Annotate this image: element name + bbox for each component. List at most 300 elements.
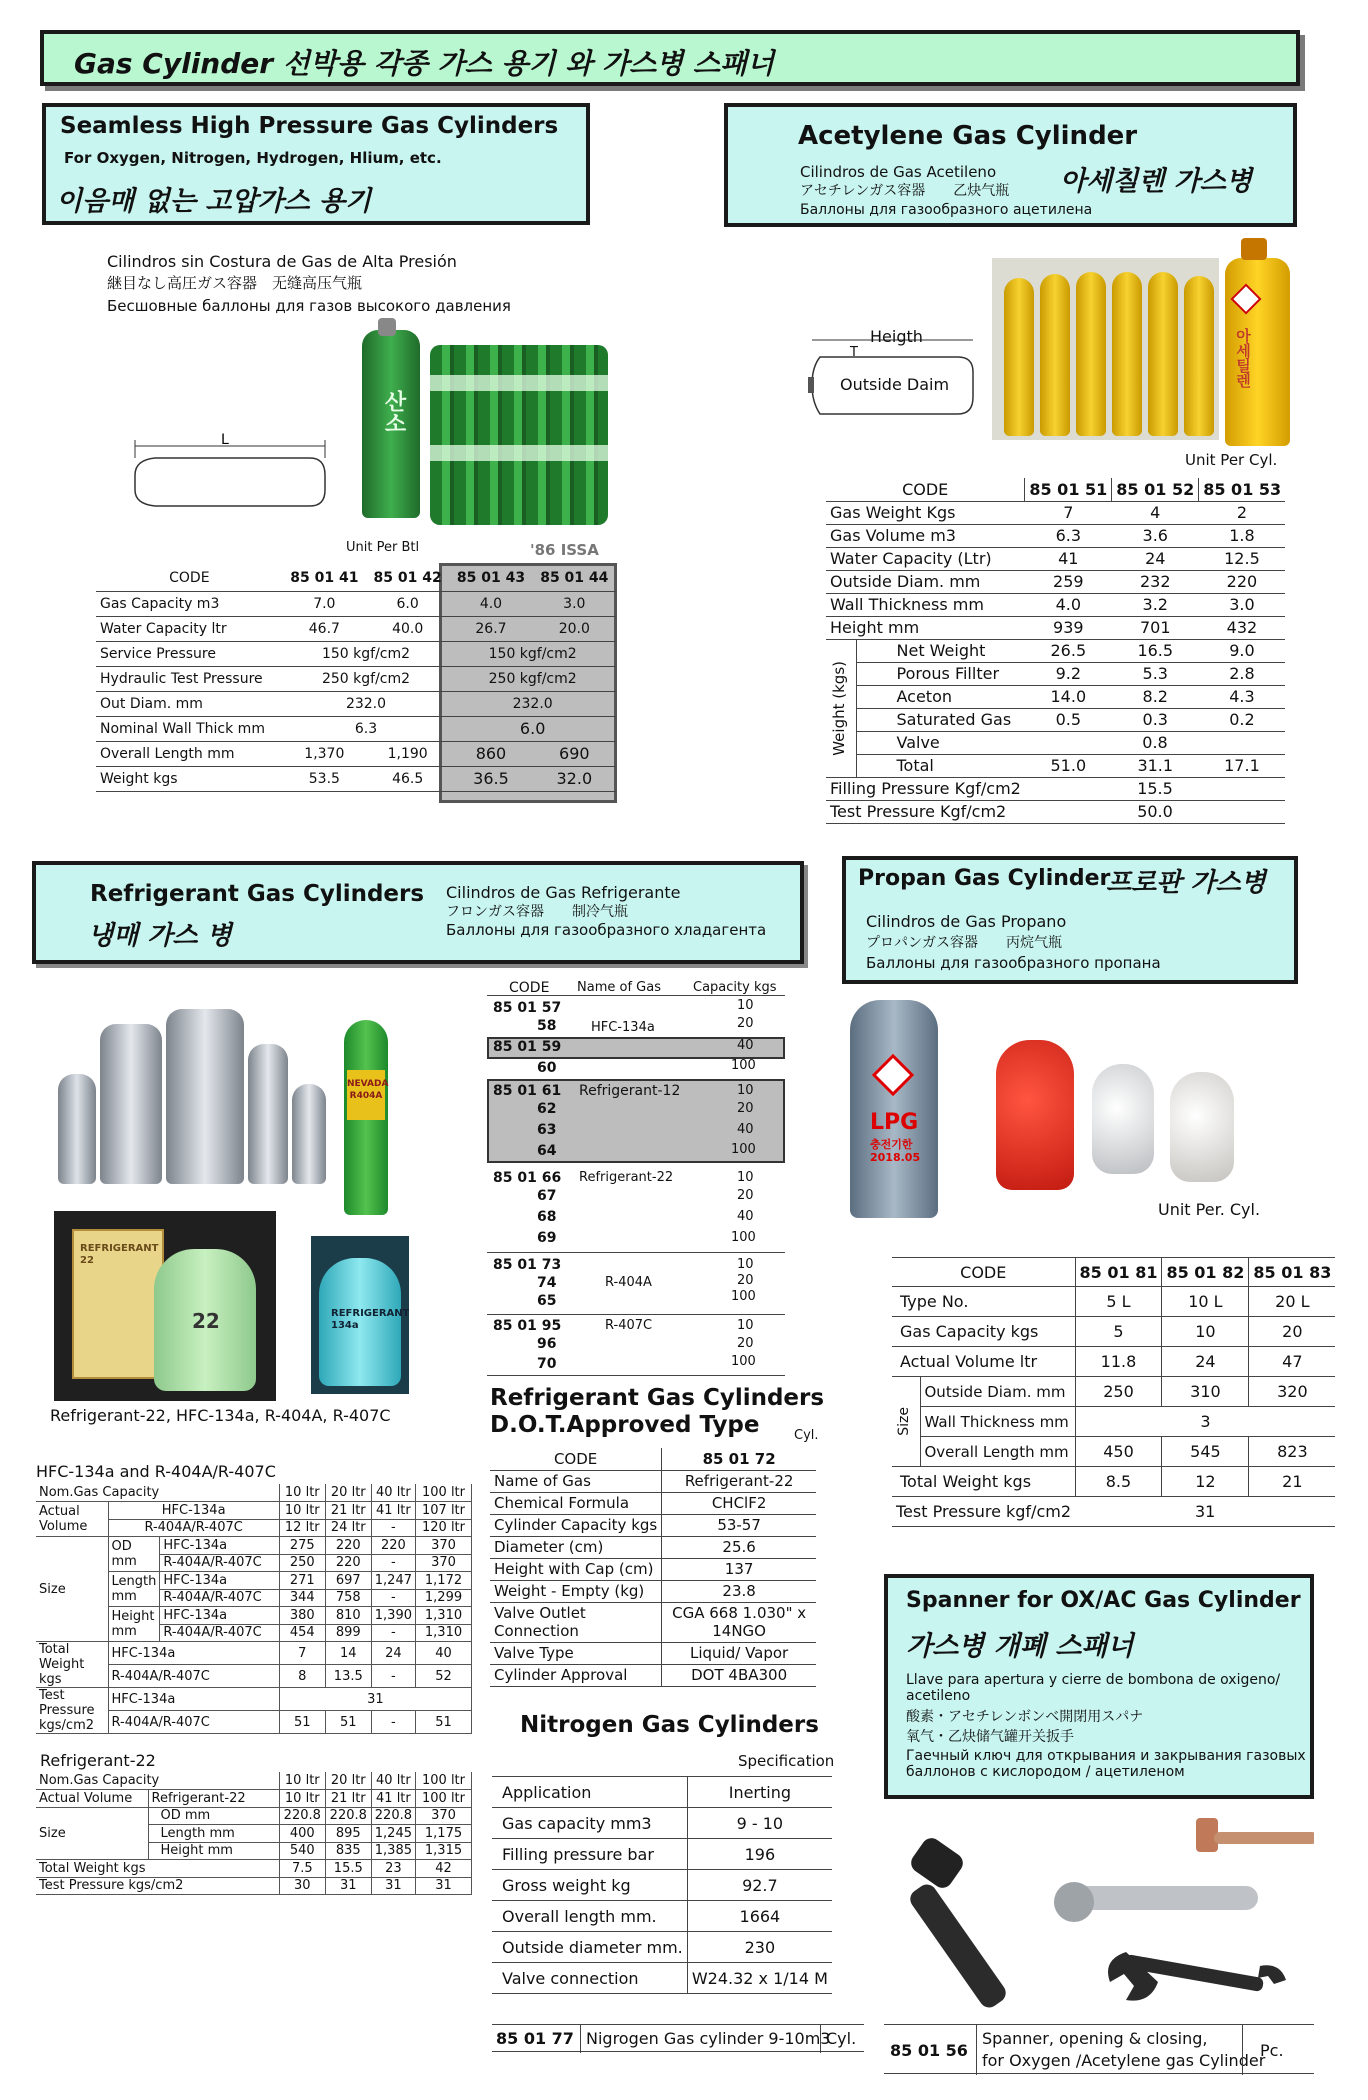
cell: HFC-134a — [108, 1688, 279, 1711]
seamless-subtitle: For Oxygen, Nitrogen, Hydrogen, Hlium, etc. — [64, 149, 442, 167]
table-row — [96, 716, 616, 741]
cap-cell: 100 — [731, 1230, 756, 1245]
cell: 31 — [279, 1688, 471, 1711]
acetylene-title: Acetylene Gas Cylinder — [798, 121, 1138, 151]
cell: 53-57 — [662, 1514, 816, 1536]
nitrogen-table — [492, 1776, 832, 1994]
cell: 52 — [416, 1665, 472, 1688]
cell: 15.5 — [1025, 777, 1285, 800]
spanner-title-panel — [884, 1574, 1314, 1799]
propan-ru: Баллоны для газообразного пропана — [866, 954, 1161, 972]
cell: Refrigerant-22 — [662, 1470, 816, 1492]
seamless-title: Seamless High Pressure Gas Cylinders — [60, 113, 559, 139]
table-row — [490, 1536, 816, 1558]
refrigerant-title-panel — [32, 861, 804, 964]
cell: 196 — [687, 1839, 832, 1870]
cell: 30 — [279, 1877, 325, 1895]
cell: HFC-134a — [160, 1572, 279, 1590]
lpg-cylinder — [850, 1000, 938, 1218]
cell: 454 — [279, 1624, 325, 1642]
cap-cell: 100 — [731, 1058, 756, 1073]
row-label: Valve connection — [492, 1963, 687, 1994]
refrigerant-ru: Баллоны для газообразного хладагента — [446, 921, 767, 939]
acetylene-weight-label: Weight (kgs) — [830, 660, 848, 756]
table-row — [490, 1642, 816, 1664]
cell: 275 — [279, 1537, 325, 1555]
page-title: Gas Cylinder 선박용 각종 가스 용기 와 가스병 스패너 — [74, 47, 775, 80]
acetylene-table — [826, 478, 1285, 824]
table-row — [96, 741, 616, 766]
nitrogen-unit: Cyl. — [826, 2029, 857, 2048]
code-cell: 85 01 61 — [493, 1083, 562, 1099]
header-cell: 20 ltr — [325, 1772, 371, 1790]
silver-cylinder — [166, 1009, 244, 1184]
refrigerant-code-table — [487, 978, 785, 1328]
cell: 24 — [1162, 1347, 1249, 1377]
row-sublabel: Length mm — [148, 1825, 279, 1843]
cell: 899 — [325, 1624, 371, 1642]
page-banner — [40, 30, 1300, 86]
row-label: Weight kgs — [96, 766, 283, 791]
row-label: Actual Volume ltr — [892, 1347, 1075, 1377]
cell: 47 — [1249, 1347, 1335, 1377]
table-row — [826, 547, 1285, 570]
cell: 31.1 — [1112, 754, 1199, 777]
cell: 21 — [1249, 1467, 1335, 1497]
cell: 85 01 72 — [662, 1448, 816, 1470]
table-row — [892, 1317, 1335, 1347]
row-label: Gas capacity mm3 — [492, 1808, 687, 1839]
acetylene-outside: Outside Daim — [840, 375, 950, 394]
cell: 20 L — [1249, 1287, 1335, 1317]
code-cell: 65 — [537, 1293, 557, 1309]
row-sublabel: OD mm — [148, 1807, 279, 1825]
cell: 10 — [1162, 1317, 1249, 1347]
table-row — [492, 1808, 832, 1839]
cell: 3.2 — [1112, 593, 1199, 616]
row-label: Gas Capacity kgs — [892, 1317, 1075, 1347]
table-row — [492, 1963, 832, 1994]
cell: 860 — [449, 741, 532, 766]
seamless-cyl-text: 산소 — [381, 390, 406, 434]
header-cell: 85 01 44 — [533, 566, 616, 591]
cell: 4.3 — [1199, 685, 1285, 708]
row-label: Test Pressure Kgf/cm2 — [826, 800, 1025, 823]
propan-jp: プロパンガス容器 丙烷气瓶 — [866, 935, 1062, 951]
cell: 40.0 — [366, 616, 449, 641]
header-cell: 85 01 82 — [1162, 1258, 1249, 1287]
cell: 1664 — [687, 1901, 832, 1932]
cell: 7 — [1025, 501, 1112, 524]
table-row — [96, 616, 616, 641]
nitrogen-spec: Specification — [738, 1752, 835, 1770]
cap-cell: 20 — [737, 1101, 754, 1116]
table-row — [490, 1580, 816, 1602]
r22-box-label: REFRIGERANT 22 — [80, 1243, 159, 1266]
cell: 3 — [1075, 1407, 1335, 1437]
row-label: Valve — [856, 731, 1025, 754]
cell: 1,385 — [371, 1842, 415, 1860]
cell: 220.8 — [325, 1807, 371, 1825]
acetylene-t: T — [850, 345, 858, 360]
cell: 232 — [1112, 570, 1199, 593]
row-label: Total Weight kgs — [36, 1860, 279, 1878]
code-cell: 62 — [537, 1101, 557, 1117]
r22-cylinder — [154, 1249, 256, 1391]
row-label: Nominal Wall Thick mm — [96, 716, 283, 741]
spanner-photo — [904, 1806, 1314, 2016]
code-group-r22 — [487, 1168, 785, 1253]
cell: 120 ltr — [416, 1519, 472, 1537]
acetylene-dimension-drawing — [808, 322, 978, 422]
row-label: Wall Thickness mm — [826, 593, 1025, 616]
r22-box — [72, 1229, 164, 1379]
row-label: Outside Diam. mm — [920, 1377, 1075, 1407]
cell: 50.0 — [1025, 800, 1285, 823]
cell: 1,172 — [416, 1572, 472, 1590]
yellow-cylinder — [1112, 272, 1142, 436]
table-row — [892, 1437, 1335, 1467]
row-label: Overall Length mm — [96, 741, 283, 766]
seamless-dim-l: L — [221, 432, 229, 448]
table-row — [36, 1688, 472, 1711]
row-label: Gross weight kg — [492, 1870, 687, 1901]
refrigerant-korean: 냉매 가스 병 — [88, 921, 232, 951]
cell: 4.0 — [1025, 593, 1112, 616]
yellow-cylinder — [1076, 272, 1106, 436]
cell: 92.7 — [687, 1870, 832, 1901]
table-row — [36, 1807, 472, 1825]
divider — [1242, 2025, 1243, 2075]
header-cell: 85 01 53 — [1199, 478, 1285, 501]
cell: 310 — [1162, 1377, 1249, 1407]
cell: - — [371, 1519, 415, 1537]
cell: 3.6 — [1112, 524, 1199, 547]
table-row — [892, 1407, 1335, 1437]
table-row — [492, 1901, 832, 1932]
header-cell: 20 ltr — [325, 1484, 371, 1502]
cap-cell: 40 — [737, 1122, 754, 1137]
refrigerant-jp: フロンガス容器 制冷气瓶 — [446, 904, 628, 920]
row-label: Filling pressure bar — [492, 1839, 687, 1870]
t-handle-key-icon — [1196, 1818, 1314, 1852]
row-label: Test Pressure kgf/cm2 — [892, 1497, 1075, 1527]
cell: 232.0 — [449, 691, 616, 716]
ratchet-key-icon — [1054, 1882, 1258, 1922]
cell: 137 — [662, 1558, 816, 1580]
cell: 12 — [1162, 1467, 1249, 1497]
seamless-jp: 継目なし高圧ガス容器 无缝高压气瓶 — [107, 274, 363, 292]
cell: 31 — [1075, 1497, 1335, 1527]
nitrogen-title: Nitrogen Gas Cylinders — [520, 1712, 819, 1738]
cell: 23 — [371, 1860, 415, 1878]
row-label: CODE — [490, 1448, 662, 1470]
cell: 26.7 — [449, 616, 532, 641]
cell: - — [371, 1665, 415, 1688]
row-label: Porous Fillter — [856, 662, 1025, 685]
cell: 51.0 — [1025, 754, 1112, 777]
cell: 0.5 — [1025, 708, 1112, 731]
silver-cylinder — [292, 1084, 326, 1184]
cap-cell: 100 — [731, 1142, 756, 1157]
acetylene-jp: アセチレンガス容器 乙炔气瓶 — [800, 183, 1010, 199]
row-label: Saturated Gas — [856, 708, 1025, 731]
cell: 107 ltr — [416, 1502, 472, 1520]
row-label: Actual Volume — [36, 1790, 148, 1808]
cell: 9.0 — [1199, 639, 1285, 662]
code-cell: 85 01 59 — [493, 1039, 562, 1055]
acetylene-large-cylinder — [1225, 258, 1290, 446]
cell: R-404A/R-407C — [108, 1519, 279, 1537]
header-cell: Nom.Gas Capacity — [36, 1484, 279, 1502]
refrigerant-silver-photo — [48, 1004, 330, 1189]
hfc-title: HFC-134a and R-404A/R-407C — [36, 1462, 276, 1481]
cell: 4 — [1112, 501, 1199, 524]
code-cell: 69 — [537, 1230, 557, 1246]
cell: 3.0 — [1199, 593, 1285, 616]
dot-table — [490, 1448, 816, 1687]
acetylene-es: Cilindros de Gas Acetileno — [800, 163, 997, 181]
yellow-cylinder — [1148, 272, 1178, 436]
seamless-issa: '86 ISSA — [530, 541, 599, 559]
row-label: Name of Gas — [490, 1470, 662, 1492]
cell: 42 — [416, 1860, 472, 1878]
spanner-cn: 氧气・乙炔储气罐开关扳手 — [906, 1729, 1074, 1745]
double-end-spanner-icon — [1108, 1952, 1286, 2001]
table-row — [36, 1537, 472, 1555]
table-row — [96, 766, 616, 791]
r404a-label: NEVADA R404A — [347, 1070, 385, 1120]
spanner-es: Llave para apertura y cierre de bombona de oxigeno/ acetileno — [906, 1672, 1281, 1704]
gas-cell: Refrigerant-22 — [579, 1170, 674, 1185]
cell: 835 — [325, 1842, 371, 1860]
cell: 1,175 — [416, 1825, 472, 1843]
cell: 21 ltr — [325, 1502, 371, 1520]
nitrogen-order-row — [492, 2024, 864, 2052]
code-cell: 74 — [537, 1275, 557, 1291]
cell: 1,299 — [416, 1589, 472, 1607]
yellow-cylinder — [1184, 276, 1214, 436]
cap-cell: 40 — [737, 1038, 754, 1053]
cell: 10 ltr — [279, 1502, 325, 1520]
table-row — [826, 478, 1285, 501]
code-cell: 67 — [537, 1188, 557, 1204]
acetylene-korean: 아세칠렌 가스병 — [1060, 166, 1252, 197]
silver-cylinder — [58, 1074, 96, 1184]
acetylene-cyl-text: 아세틸렌 — [1234, 328, 1252, 388]
row-sublabel: Height mm — [148, 1842, 279, 1860]
table-row — [492, 1839, 832, 1870]
r22-cylinder-label: 22 — [192, 1309, 220, 1333]
cell: 250 — [279, 1554, 325, 1572]
cell: 545 — [1162, 1437, 1249, 1467]
divider — [976, 2025, 977, 2075]
silver-cylinder — [100, 1024, 162, 1184]
acetylene-valve-icon — [1241, 238, 1267, 260]
row-label: Height with Cap (cm) — [490, 1558, 662, 1580]
seamless-unit: Unit Per Btl — [346, 540, 420, 555]
cell: 697 — [325, 1572, 371, 1590]
cap-cell: 40 — [737, 1209, 754, 1224]
table-row — [490, 1514, 816, 1536]
flame-hazard-icon — [872, 1054, 914, 1096]
row-label: Gas Weight Kgs — [826, 501, 1025, 524]
header-cell: 85 01 51 — [1025, 478, 1112, 501]
cell: 41 ltr — [371, 1502, 415, 1520]
table-row — [36, 1790, 472, 1808]
cap-cell: 100 — [731, 1289, 756, 1304]
code-cell: 85 01 66 — [493, 1170, 562, 1186]
cell: 6.3 — [283, 716, 450, 741]
table-row — [892, 1258, 1335, 1287]
propan-table — [892, 1257, 1335, 1527]
r134a-label: REFRIGERANT 134a — [331, 1308, 409, 1331]
row-label: Application — [492, 1777, 687, 1808]
row-label: Water Capacity (Ltr) — [826, 547, 1025, 570]
row-label: Outside Diam. mm — [826, 570, 1025, 593]
header-cell: 100 ltr — [416, 1772, 472, 1790]
spanner-ru: Гаечный ключ для открывания и закрывания газовых баллонов с кислородом / ацетиленом — [906, 1748, 1306, 1780]
cell: 100 ltr — [416, 1790, 472, 1808]
header-cell: CODE — [96, 566, 283, 591]
yellow-cylinder — [1040, 274, 1070, 436]
lpg-sub: 충전기한 2018.05 — [870, 1138, 921, 1164]
cell: 939 — [1025, 616, 1112, 639]
gas-cell: R-404A — [605, 1275, 652, 1290]
header-cell: 10 ltr — [279, 1484, 325, 1502]
table-row — [36, 1642, 472, 1665]
cell: 51 — [325, 1711, 371, 1734]
cell: 41 ltr — [371, 1790, 415, 1808]
table-row — [892, 1497, 1335, 1527]
r134a-cylinder — [319, 1258, 409, 1386]
row-label: Service Pressure — [96, 641, 283, 666]
gas-cell: R-407C — [605, 1318, 653, 1333]
cell: 400 — [279, 1825, 325, 1843]
cell: 8.5 — [1075, 1467, 1162, 1497]
table-row — [36, 1877, 472, 1895]
seamless-cylinder-bank — [430, 345, 608, 525]
table-row — [892, 1467, 1335, 1497]
dot-title2: D.O.T.Approved Type — [490, 1412, 760, 1438]
cell: 220 — [325, 1537, 371, 1555]
cell: 20.0 — [533, 616, 616, 641]
cap-cell: 20 — [737, 1016, 754, 1031]
cell: W24.32 x 1/14 M — [687, 1963, 832, 1994]
cell: 220.8 — [279, 1807, 325, 1825]
cap-cell: 10 — [737, 1318, 754, 1333]
cell: 31 — [325, 1877, 371, 1895]
acetylene-unit: Unit Per Cyl. — [1185, 451, 1278, 469]
row-label: Height mm — [108, 1607, 160, 1642]
cap-cell: 20 — [737, 1336, 754, 1351]
table-row — [96, 666, 616, 691]
code-cell: 64 — [537, 1143, 557, 1159]
cell: 7 — [279, 1642, 325, 1665]
acetylene-title-panel — [724, 103, 1297, 227]
table-row — [492, 1777, 832, 1808]
table-row — [96, 591, 616, 616]
cell: 1,310 — [416, 1607, 472, 1625]
cell: 1,390 — [371, 1607, 415, 1625]
cell: 370 — [416, 1537, 472, 1555]
cell: HFC-134a — [108, 1502, 279, 1520]
code-group-hfc134a — [487, 998, 785, 1078]
row-label: Size — [36, 1537, 108, 1642]
cap-cell: 10 — [737, 1170, 754, 1185]
cell: 0.8 — [1025, 731, 1285, 754]
cell: 10 L — [1162, 1287, 1249, 1317]
seamless-band — [430, 445, 608, 461]
header-cell: Name of Gas — [577, 980, 661, 995]
code-cell: 63 — [537, 1122, 557, 1138]
cell: 370 — [416, 1807, 472, 1825]
table-row — [826, 685, 1285, 708]
cell: 36.5 — [449, 766, 532, 791]
table-row — [892, 1347, 1335, 1377]
hazard-icon — [1230, 283, 1261, 314]
acetylene-ru: Баллоны для газообразного ацетилена — [800, 202, 1093, 218]
row-label: Actual Volume — [36, 1502, 108, 1537]
header-cell: 40 ltr — [371, 1772, 415, 1790]
header-cell: Nom.Gas Capacity — [36, 1772, 279, 1790]
r404a-cylinder — [344, 1020, 388, 1215]
row-label: Outside diameter mm. — [492, 1932, 687, 1963]
spanner-title: Spanner for OX/AC Gas Cylinder — [906, 1588, 1301, 1613]
table-row — [490, 1448, 816, 1470]
silver-cylinder — [248, 1044, 288, 1184]
cell: R-404A/R-407C — [160, 1624, 279, 1642]
seamless-valve-icon — [378, 318, 396, 336]
cell: 51 — [416, 1711, 472, 1734]
cell: 220 — [371, 1537, 415, 1555]
row-label: OD mm — [108, 1537, 160, 1572]
row-label: Chemical Formula — [490, 1492, 662, 1514]
header-cell: 85 01 43 — [449, 566, 532, 591]
cell: HFC-134a — [160, 1607, 279, 1625]
cell: 26.5 — [1025, 639, 1112, 662]
cell: 3.0 — [533, 591, 616, 616]
cell: 259 — [1025, 570, 1112, 593]
cell: 6.0 — [366, 591, 449, 616]
cell: 540 — [279, 1842, 325, 1860]
cell: R-404A/R-407C — [108, 1711, 279, 1734]
cap-cell: 10 — [737, 1257, 754, 1272]
cell: 5.3 — [1112, 662, 1199, 685]
seamless-es: Cilindros sin Costura de Gas de Alta Presión — [107, 252, 457, 271]
cell: 21 ltr — [325, 1790, 371, 1808]
dot-title1: Refrigerant Gas Cylinders — [490, 1385, 825, 1411]
cell: 24 — [371, 1642, 415, 1665]
header-cell: 85 01 42 — [366, 566, 449, 591]
cell: R-404A/R-407C — [160, 1554, 279, 1572]
row-label: Gas Capacity m3 — [96, 591, 283, 616]
table-row — [826, 754, 1285, 777]
cell: 4.0 — [449, 591, 532, 616]
acetylene-photo — [992, 258, 1219, 440]
row-label: Valve Type — [490, 1642, 662, 1664]
spanner-code: 85 01 56 — [890, 2041, 968, 2060]
cell: 24 — [1112, 547, 1199, 570]
spanner-order-row — [884, 2024, 1314, 2074]
table-row — [826, 639, 1285, 662]
cell: 11.8 — [1075, 1347, 1162, 1377]
refrigerant-title: Refrigerant Gas Cylinders — [90, 881, 425, 907]
cell: 220 — [325, 1554, 371, 1572]
cell: 7.0 — [283, 591, 366, 616]
white-propane-cylinder — [1170, 1072, 1234, 1182]
cell: CGA 668 1.030" x 14NGO — [662, 1602, 816, 1642]
